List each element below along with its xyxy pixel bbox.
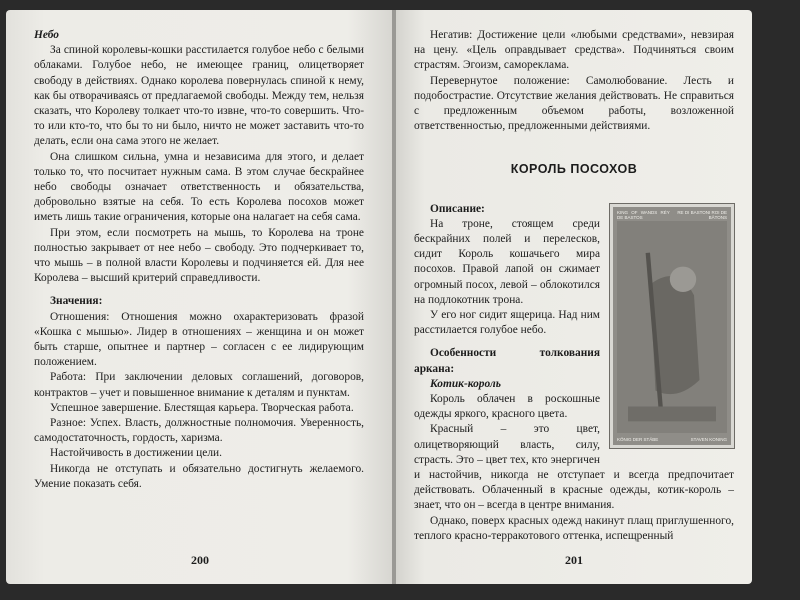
card-label-bottom-left: KÖNIG DER STÄBE [617,436,659,442]
text-line: Никогда не отступать и обязательно достигнуть желаемого. Умение показать себя. [34,462,364,490]
cat-king-illustration [617,221,727,433]
text-line: Она слишком сильна, умна и независима для этого, и делает только то, что посчитает нужным сама. В этом случае бескрайнее небо свободы означает ответственность и обязательства, добровольно взятые на себя. То есть Королева посохов может иметь лишь такие ограничения, которые она налагает на себя сама. [34,150,364,224]
text-line: Особенности толкования аркана: [414,347,600,375]
text-line: Разное: Успех. Власть, должностные полномочия. Уверенность, самодостаточность, гордость, харизма. [34,417,364,445]
card-label-top-right: RE DI BASTONI ROI DE BÂTONS [677,209,727,220]
card-bottom-labels [617,437,727,442]
text-line: При этом, если посмотреть на мышь, то Королева на троне полностью закрывает от нее небо – свободу. Это подчеркивает то, что мышь – в полной власти Королевы и подчиняется ей. Для нее Королева – высший критерий справедливости. [34,226,364,285]
text-line: Небо [34,29,59,41]
left-text-column [34,28,364,492]
page-number-right: 201 [565,553,583,567]
text-line: Работа: При заключении деловых соглашений, договоров, контрактов – учет и повышенное внимание к деталям и пунктам. [34,371,364,399]
card-artwork [617,221,727,433]
card-label-bottom-right: STAVEN KONING [690,436,727,442]
card-top-labels [617,210,727,220]
text-line: Значения: [50,295,103,308]
text-line: У его ног сидит ящерица. Над ним расстилается голубое небо. [414,309,600,337]
right-page [396,10,752,584]
card-label-top-left: KING OF WANDS RÉY DE BASTOS [617,209,670,220]
section-heading: КОРОЛЬ ПОСОХОВ [510,162,638,177]
text-line: На троне, стоящем среди бескрайних полей и перелесков, сидит Король кошачьего мира посохов. Правой лапой он сжимает огромный посох, левой – облокотился на подлокотник трона. [414,217,600,306]
text-line: Успешное завершение. Блестящая карьера. Творческая работа. [50,401,354,414]
text-line: Настойчивость в достижении цели. [50,447,222,460]
tarot-card-image [610,204,734,448]
page-number-left: 200 [191,553,209,567]
text-line: Однако, поверх красных одежд накинут плащ приглушенного, теплого красно-терракотового оттенка, испещренный [414,514,734,542]
text-line: Котик-король [430,377,501,390]
text-line: За спиной королевы-кошки расстилается голубое небо с белыми облаками. Голубое небо, не имеющее границ, олицетворяет свободу в действиях. Однако королева повернулась спиной к нему, как бы отворачиваясь от предлагаемой свободы. Между тем, нельзя сказать, что Королеву толкает что-то извне, что-то совершить. Что-то или кто-то, что бы то ни было, ничто не может заставить что-то делать, если она сама этого не желает. [34,44,364,148]
right-text-column [414,28,734,544]
right-top-text [414,28,734,134]
text-line: Негатив: Достижение цели «любыми средствами», невзирая на цену. «Цель оправдывает средства». Подчиняться своим страстям. Эгоизм, самореклама. [414,29,734,72]
text-line: Красный – это цвет, олицетворяющий власть, силу, страсть. Это – цвет тех, кто энергичен и настойчив, никогда не отступает и всегда предпочитает действовать. Облаченный в красные одежды, котик-король – знает, что он – всегда в центре внимания. [414,423,734,512]
spacer [34,286,364,294]
left-page [6,10,394,584]
text-line: Описание: [430,202,485,215]
text-line: Перевернутое положение: Самолюбование. Лесть и подобострастие. Отсутствие желания действовать. Не справиться с предложенным объемом работы, возложенной ответственностью, предложенными действиями. [414,74,734,133]
text-line: Отношения: Отношения можно охарактеризовать фразой «Кошка с мышью». Лидер в отношениях – женщина и он может быть старше, опытнее и партнер – согласен с ее лидирующим положением. [34,310,364,369]
text-line: Король облачен в роскошные одежды яркого, красного цвета. [414,393,600,421]
